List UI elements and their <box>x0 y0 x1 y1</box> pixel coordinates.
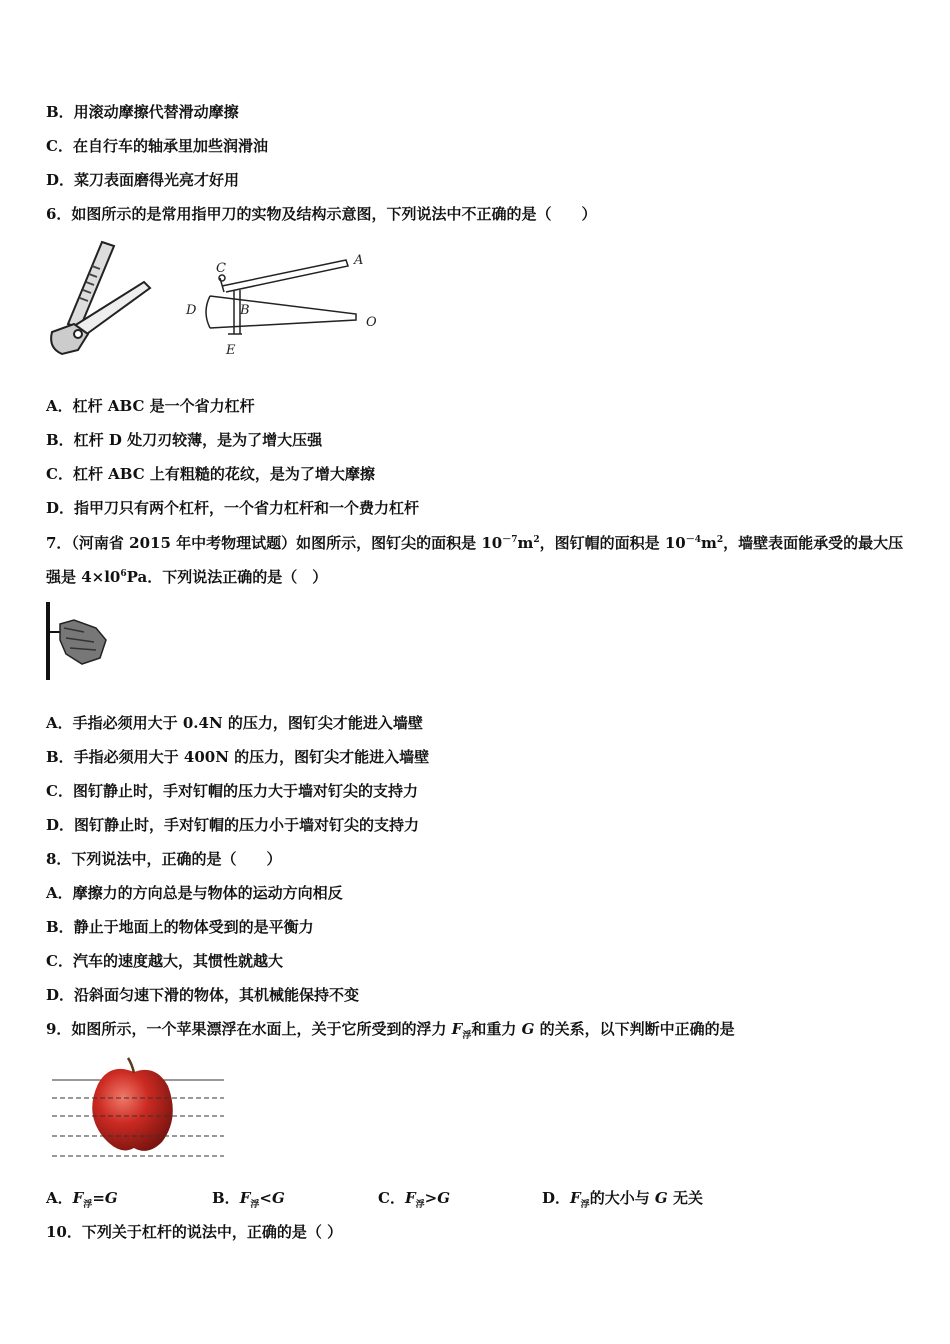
q6-option-c: C．杠杆 ABC 上有粗糙的花纹，是为了增大摩擦 <box>46 465 375 483</box>
q7-option-a: A．手指必须用大于 0.4N 的压力，图钉尖才能进入墙壁 <box>46 714 423 732</box>
q8-option-b: B．静止于地面上的物体受到的是平衡力 <box>46 918 314 936</box>
q9-f-symbol: F <box>404 1189 416 1207</box>
q9-f-subscript: 浮 <box>580 1200 590 1210</box>
q9-option-d-prefix: D． <box>542 1189 571 1207</box>
floating-apple-figure <box>50 1056 226 1164</box>
q7-stem-part: m <box>701 534 717 552</box>
q9-option-c-prefix: C． <box>378 1189 405 1207</box>
q5-option-b: B．用滚动摩擦代替滑动摩擦 <box>46 103 239 121</box>
nail-clipper-diagram <box>180 250 380 360</box>
nail-clipper-photo <box>44 236 156 360</box>
q7-stem-part: ，图钉帽的面积是 10 <box>539 534 686 552</box>
q7-stem-part: Pa．下列说法正确的是（ ） <box>126 568 328 586</box>
q9-option-c-relation: > <box>424 1189 438 1207</box>
q6-option-d: D．指甲刀只有两个杠杆，一个省力杠杆和一个费力杠杆 <box>46 499 420 517</box>
q8-option-c: C．汽车的速度越大，其惯性就越大 <box>46 952 283 970</box>
q9-option-b-relation: < <box>259 1189 272 1207</box>
q7-exp1: －7 <box>502 535 518 545</box>
q9-f-symbol: F <box>239 1189 251 1207</box>
q9-stem-part: 9．如图所示，一个苹果漂浮在水面上，关于它所受到的浮力 <box>46 1020 452 1038</box>
q7-stem <box>46 526 908 594</box>
q7-stem-part: m <box>517 534 534 552</box>
q7-exp3: 6 <box>120 569 127 579</box>
label-b: B <box>240 303 250 318</box>
q7-sq2: 2 <box>716 535 724 545</box>
label-a: A <box>354 253 364 268</box>
q9-f-subscript: 浮 <box>250 1200 260 1210</box>
q6-option-a: A．杠杆 ABC 是一个省力杠杆 <box>46 397 255 415</box>
label-e: E <box>226 343 236 358</box>
q9-option-a-prefix: A． <box>46 1189 73 1207</box>
q9-g-symbol: G <box>521 1020 535 1038</box>
q9-option-a-relation: = <box>92 1189 105 1207</box>
q7-sq1: 2 <box>533 535 540 545</box>
q7-option-d: D．图钉静止时，手对钉帽的压力小于墙对钉尖的支持力 <box>46 816 420 834</box>
q7-option-c: C．图钉静止时，手对钉帽的压力大于墙对钉尖的支持力 <box>46 782 418 800</box>
q7-stem-part: ，墙壁表面能承受的最大压强是 4×l0 <box>46 534 904 586</box>
q9-g-symbol: G <box>104 1189 118 1207</box>
q6-stem: 6．如图所示的是常用指甲刀的实物及结构示意图，下列说法中不正确的是（ ） <box>46 205 597 223</box>
q9-options <box>46 1187 906 1210</box>
q5-option-d: D．菜刀表面磨得光亮才好用 <box>46 171 240 189</box>
q9-option-d <box>542 1187 703 1208</box>
q7-exp2: －4 <box>685 535 702 545</box>
q9-f-symbol: F <box>570 1189 581 1207</box>
q6-option-b: B．杠杆 D 处刀刃较薄，是为了增大压强 <box>46 431 323 449</box>
q9-g-symbol: G <box>271 1189 285 1207</box>
q5-option-c: C．在自行车的轴承里加些润滑油 <box>46 137 268 155</box>
q9-f-subscript: 浮 <box>462 1031 472 1041</box>
q9-f-symbol: F <box>72 1189 84 1207</box>
label-d: D <box>186 303 197 318</box>
q9-option-d-end: 无关 <box>667 1189 703 1207</box>
q9-stem <box>46 1019 735 1039</box>
q7-stem-part: 7．（河南省 2015 年中考物理试题）如图所示，图钉尖的面积是 10 <box>46 534 503 552</box>
label-c: C <box>216 261 226 276</box>
q7-option-b: B．手指必须用大于 400N 的压力，图钉尖才能进入墙壁 <box>46 748 430 766</box>
q9-option-b-prefix: B． <box>212 1189 240 1207</box>
thumbtack-figure <box>44 602 110 682</box>
q9-option-c <box>378 1187 450 1208</box>
q9-option-d-middle: 的大小与 <box>589 1189 655 1207</box>
q9-g-symbol: G <box>437 1189 451 1207</box>
q10-stem: 10．下列关于杠杆的说法中，正确的是（ ） <box>46 1223 343 1241</box>
q9-f-subscript: 浮 <box>83 1200 93 1210</box>
q9-option-a <box>46 1187 118 1208</box>
label-o: O <box>366 315 377 330</box>
q9-g-symbol: G <box>654 1189 668 1207</box>
q9-option-b <box>212 1187 285 1208</box>
q8-option-d: D．沿斜面匀速下滑的物体，其机械能保持不变 <box>46 986 360 1004</box>
q9-f-subscript: 浮 <box>415 1200 425 1210</box>
q9-f-symbol: F <box>451 1020 463 1038</box>
q9-stem-part: 的关系，以下判断中正确的是 <box>534 1020 735 1038</box>
q8-option-a: A．摩擦力的方向总是与物体的运动方向相反 <box>46 884 343 902</box>
q9-stem-part: 和重力 <box>471 1020 522 1038</box>
q8-stem: 8．下列说法中，正确的是（ ） <box>46 850 282 868</box>
